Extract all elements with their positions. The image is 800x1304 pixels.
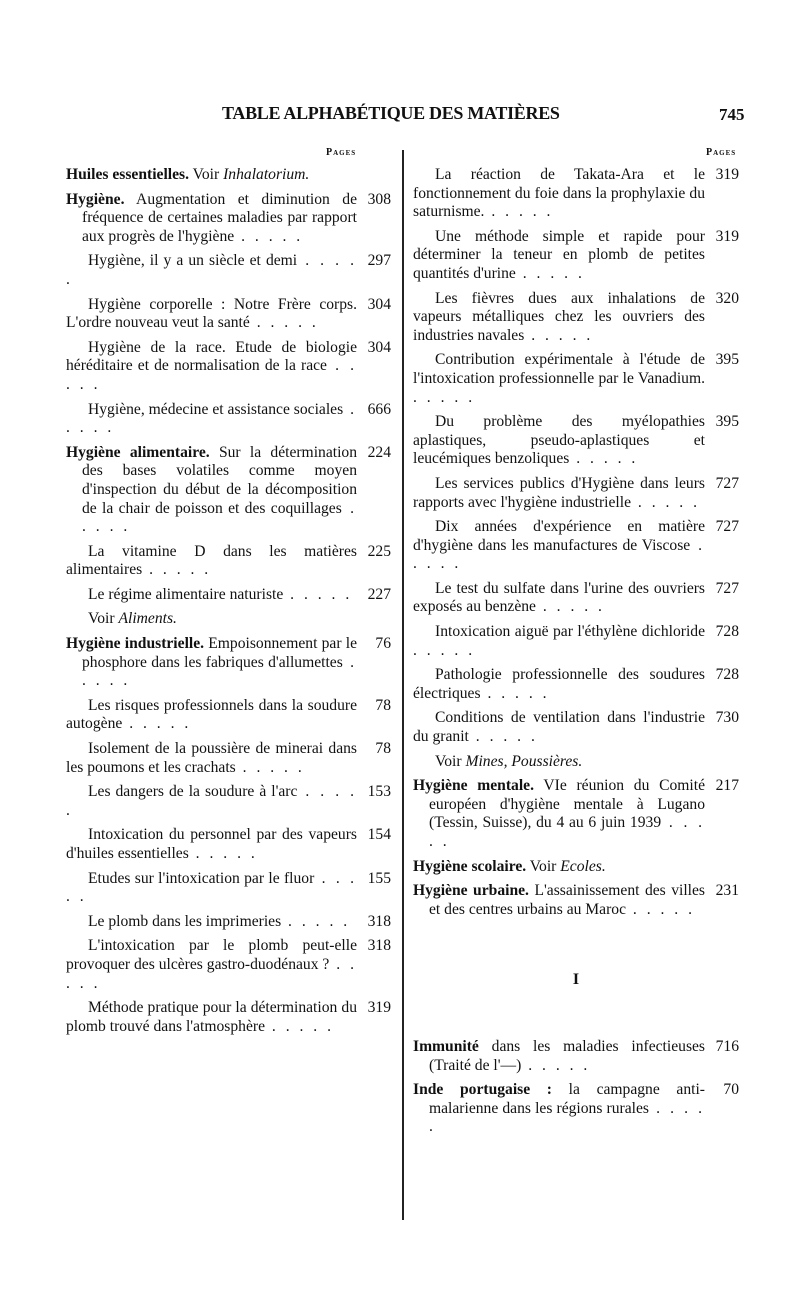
entry-text: La réaction de Takata-Ara et le fonctionnement du foie dans la prophylaxie du saturnisme. [413, 166, 705, 221]
page-reference: 297 [367, 252, 391, 270]
page-reference: 728 [715, 623, 739, 641]
index-subentry [66, 339, 391, 395]
page-reference: 76 [375, 635, 391, 653]
dot-leader: . . . . . [66, 400, 358, 437]
index-subentry [66, 740, 391, 777]
page-header [0, 103, 800, 133]
dot-leader: . . . . . [82, 499, 358, 536]
entry-text: Du problème des myélopathies aplastiques, pseudo-aplastiques et leucémiques benzoliques [413, 413, 705, 468]
entry-text: Les dangers de la soudure à l'arc [88, 783, 298, 801]
entry-see-reference: Ecoles. [560, 857, 606, 875]
entry-term: Hygiène industrielle. [66, 635, 205, 653]
entry-text: Hygiène, il y a un siècle et demi [88, 252, 298, 270]
index-entry [66, 166, 391, 185]
pages-column-label: Pages [326, 147, 357, 158]
dot-leader: . . . . . [480, 684, 550, 702]
dot-leader: . . . . . [66, 357, 358, 393]
entry-text: Voir [88, 610, 119, 628]
entry-term: Immunité [413, 1037, 479, 1055]
page-reference: 318 [367, 912, 391, 930]
index-subentry [66, 913, 391, 932]
page-reference: 153 [367, 783, 391, 801]
index-subentry [413, 413, 739, 469]
entry-text: Isolement de la poussière de minerai dans les poumons et les crachats [66, 740, 357, 776]
entry-text: Une méthode simple et rapide pour déterminer la teneur en plomb de petites quantités d'urine [413, 227, 705, 282]
entry-term: Hygiène scolaire. [413, 857, 527, 875]
page-number: 745 [719, 105, 745, 124]
dot-leader: . . . . . [429, 1099, 705, 1136]
index-entry [66, 635, 391, 691]
page-title: TABLE ALPHABÉTIQUE DES MATIÈRES [222, 103, 560, 123]
right-column [413, 166, 739, 1143]
entry-term: Hygiène. [66, 190, 125, 208]
dot-leader: . . . . . [515, 264, 585, 282]
index-entry [413, 858, 739, 877]
index-subentry [66, 401, 391, 438]
index-subentry [413, 518, 739, 574]
entry-text: la campagne anti-malarienne dans les régions rurales [429, 1081, 706, 1117]
entry-term: Inde portugaise : [413, 1081, 553, 1099]
dot-leader: . . . . . [468, 728, 538, 746]
entry-text: Le régime alimentaire naturiste [88, 585, 284, 603]
page-reference: 318 [367, 937, 391, 955]
page-reference: 224 [367, 443, 391, 461]
entry-text: L'intoxication par le plomb peut-elle provoquer des ulcères gastro-duodénaux ? [66, 937, 357, 973]
page-reference: 319 [715, 227, 739, 245]
page-reference: 217 [715, 777, 739, 795]
page-reference: 154 [367, 826, 391, 844]
index-subentry [413, 666, 739, 703]
entry-text: Contribution expérimentale à l'étude de l'intoxication professionnelle par le Vanadium. [413, 351, 705, 387]
index-subentry [66, 586, 391, 605]
page-reference: 320 [715, 289, 739, 307]
page-reference: 727 [715, 474, 739, 492]
page-reference: 730 [715, 709, 739, 727]
dot-leader: . . . . . [626, 900, 695, 918]
entry-text: Augmentation et diminution de fréquence de certaines maladies par rapport aux progrès de l'hygiène [82, 190, 357, 245]
entry-term: Huiles essentielles. [66, 166, 190, 183]
entry-text: Le plomb dans les imprimeries [88, 912, 282, 930]
dot-leader: . . . . . [569, 450, 639, 468]
page-reference: 231 [715, 882, 739, 900]
entry-text: Dix années d'expérience en matière d'hygiène dans les manufactures de Viscose [413, 518, 705, 554]
entry-text: Méthode pratique pour la détermination du plomb trouvé dans l'atmosphère [66, 999, 357, 1035]
entry-text: Voir [435, 752, 466, 770]
dot-leader: . . . . . [188, 845, 258, 862]
section-letter: I [572, 971, 580, 989]
entry-text: Empoisonnement par le phosphore dans les fabriques d'allumettes [82, 635, 357, 671]
page-reference: 304 [367, 338, 391, 356]
page-reference: 395 [715, 351, 739, 369]
entry-text: Conditions de ventilation dans l'industrie du granit [413, 709, 705, 746]
page-reference: 319 [715, 166, 739, 183]
entry-text: Le test du sulfate dans l'urine des ouvriers exposés au benzène [413, 579, 705, 616]
index-entry [413, 777, 739, 851]
dot-leader: . . . . . [631, 493, 700, 511]
right-column-entries-i [413, 1038, 739, 1137]
dot-leader: . . . . . [413, 536, 705, 573]
dot-leader: . . . . . [82, 653, 357, 690]
index-subentry [413, 580, 739, 617]
dot-leader: . . . . . [66, 955, 357, 992]
index-subentry [413, 709, 739, 746]
entry-text: La vitamine D dans les matières alimentaires [66, 542, 357, 579]
index-subentry [413, 290, 739, 346]
entry-text: dans les maladies infectieuses (Traité de l'—) [429, 1037, 705, 1074]
entry-text: Hygiène, médecine et assistance sociales [88, 400, 344, 418]
page-reference: 78 [375, 696, 391, 714]
dot-leader: . . . . . [122, 715, 192, 733]
dot-leader: . . . . . [429, 814, 706, 850]
index-subentry [413, 475, 739, 512]
entry-text: Intoxication aiguë par l'éthylène dichloride [435, 623, 705, 641]
dot-leader: . . . . . [413, 641, 476, 659]
dot-leader: . . . . . [521, 1056, 591, 1074]
dot-leader: . . . . . [524, 326, 594, 344]
index-subentry [66, 783, 391, 820]
left-column [66, 166, 391, 1042]
entry-text: Sur la détermination des bases volatiles comme moyen d'inspection du début de la décomposition de la chair de poisson et des coquillages [82, 443, 357, 517]
index-entry [413, 1081, 739, 1137]
index-subentry [66, 610, 391, 629]
entry-see-reference: Mines, Poussières. [465, 752, 583, 770]
pages-column-label: Pages [706, 147, 737, 158]
entry-text: Voir [526, 857, 561, 875]
dot-leader: . . . . . [283, 585, 353, 603]
entry-text: Les risques professionnels dans la soudure autogène [66, 696, 357, 733]
right-column-entries [413, 166, 739, 919]
page-reference: 727 [715, 579, 739, 597]
dot-leader: . . . . . [66, 869, 357, 906]
index-subentry [66, 999, 391, 1036]
entry-term: Hygiène mentale. [413, 777, 534, 795]
page-reference: 716 [715, 1037, 739, 1055]
entry-text: Etudes sur l'intoxication par le fluor [88, 869, 315, 887]
entry-see-reference: Aliments. [118, 610, 177, 628]
page-reference: 155 [367, 869, 391, 887]
page-reference: 666 [367, 400, 391, 418]
dot-leader: . . . . . [235, 758, 305, 776]
entry-text: Voir [189, 166, 224, 183]
page-reference: 225 [367, 542, 391, 560]
page-reference: 727 [715, 518, 739, 536]
column-divider [402, 150, 404, 1220]
index-subentry [66, 937, 391, 993]
index-entry [413, 882, 739, 919]
dot-leader: . . . . . [66, 252, 357, 288]
page-reference: 78 [375, 740, 391, 758]
dot-leader: . . . . . [281, 912, 351, 930]
entry-text: L'assainissement des villes et des centres urbains au Maroc [429, 882, 706, 918]
page-reference: 319 [367, 999, 391, 1017]
dot-leader: . . . . . [234, 227, 304, 245]
entry-text: Intoxication du personnel par des vapeurs d'huiles essentielles [66, 826, 357, 862]
entry-text: Hygiène de la race. Etude de biologie héréditaire et de normalisation de la race [66, 338, 357, 375]
entry-term: Hygiène urbaine. [413, 882, 529, 900]
dot-leader: . . . . . [535, 598, 605, 616]
page-reference: 70 [723, 1081, 739, 1099]
page-reference: 304 [367, 295, 391, 313]
dot-leader: . . . . . [484, 203, 554, 221]
index-subentry [66, 543, 391, 580]
index-subentry [66, 252, 391, 289]
index-subentry [66, 870, 391, 907]
dot-leader: . . . . . [413, 388, 476, 406]
page-reference: 395 [715, 413, 739, 431]
entry-text: Hygiène corporelle : Notre Frère corps. L'ordre nouveau veut la santé [66, 295, 357, 332]
entry-text: Les services publics d'Hygiène dans leurs rapports avec l'hygiène industrielle [413, 474, 705, 511]
index-subentry [66, 826, 391, 863]
index-entry [66, 444, 391, 537]
index-subentry [413, 623, 739, 660]
index-subentry [66, 697, 391, 734]
entry-term: Hygiène alimentaire. [66, 443, 210, 461]
index-entry [413, 1038, 739, 1075]
dot-leader: . . . . . [142, 561, 212, 579]
index-subentry [413, 228, 739, 284]
index-subentry [413, 753, 739, 772]
index-subentry [66, 296, 391, 333]
dot-leader: . . . . . [249, 314, 319, 332]
index-subentry [413, 351, 739, 407]
page-reference: 227 [367, 585, 391, 603]
entry-text: VIe réunion du Comité européen d'hygiène mentale à Lugano (Tessin, Suisse), du 4 au 6 juin 1939 [429, 777, 705, 832]
entry-text: Les fièvres dues aux inhalations de vapeurs métalliques chez les ouvriers des industries navales [413, 289, 705, 344]
dot-leader: . . . . . [66, 783, 357, 819]
index-entry [66, 191, 391, 247]
page-reference: 308 [367, 190, 391, 208]
index-subentry [413, 166, 739, 222]
entry-see-reference: Inhalatorium. [223, 166, 310, 183]
page-reference: 728 [715, 666, 739, 684]
entry-text: Pathologie professionnelle des soudures électriques [413, 666, 705, 702]
dot-leader: . . . . . [265, 1017, 334, 1035]
